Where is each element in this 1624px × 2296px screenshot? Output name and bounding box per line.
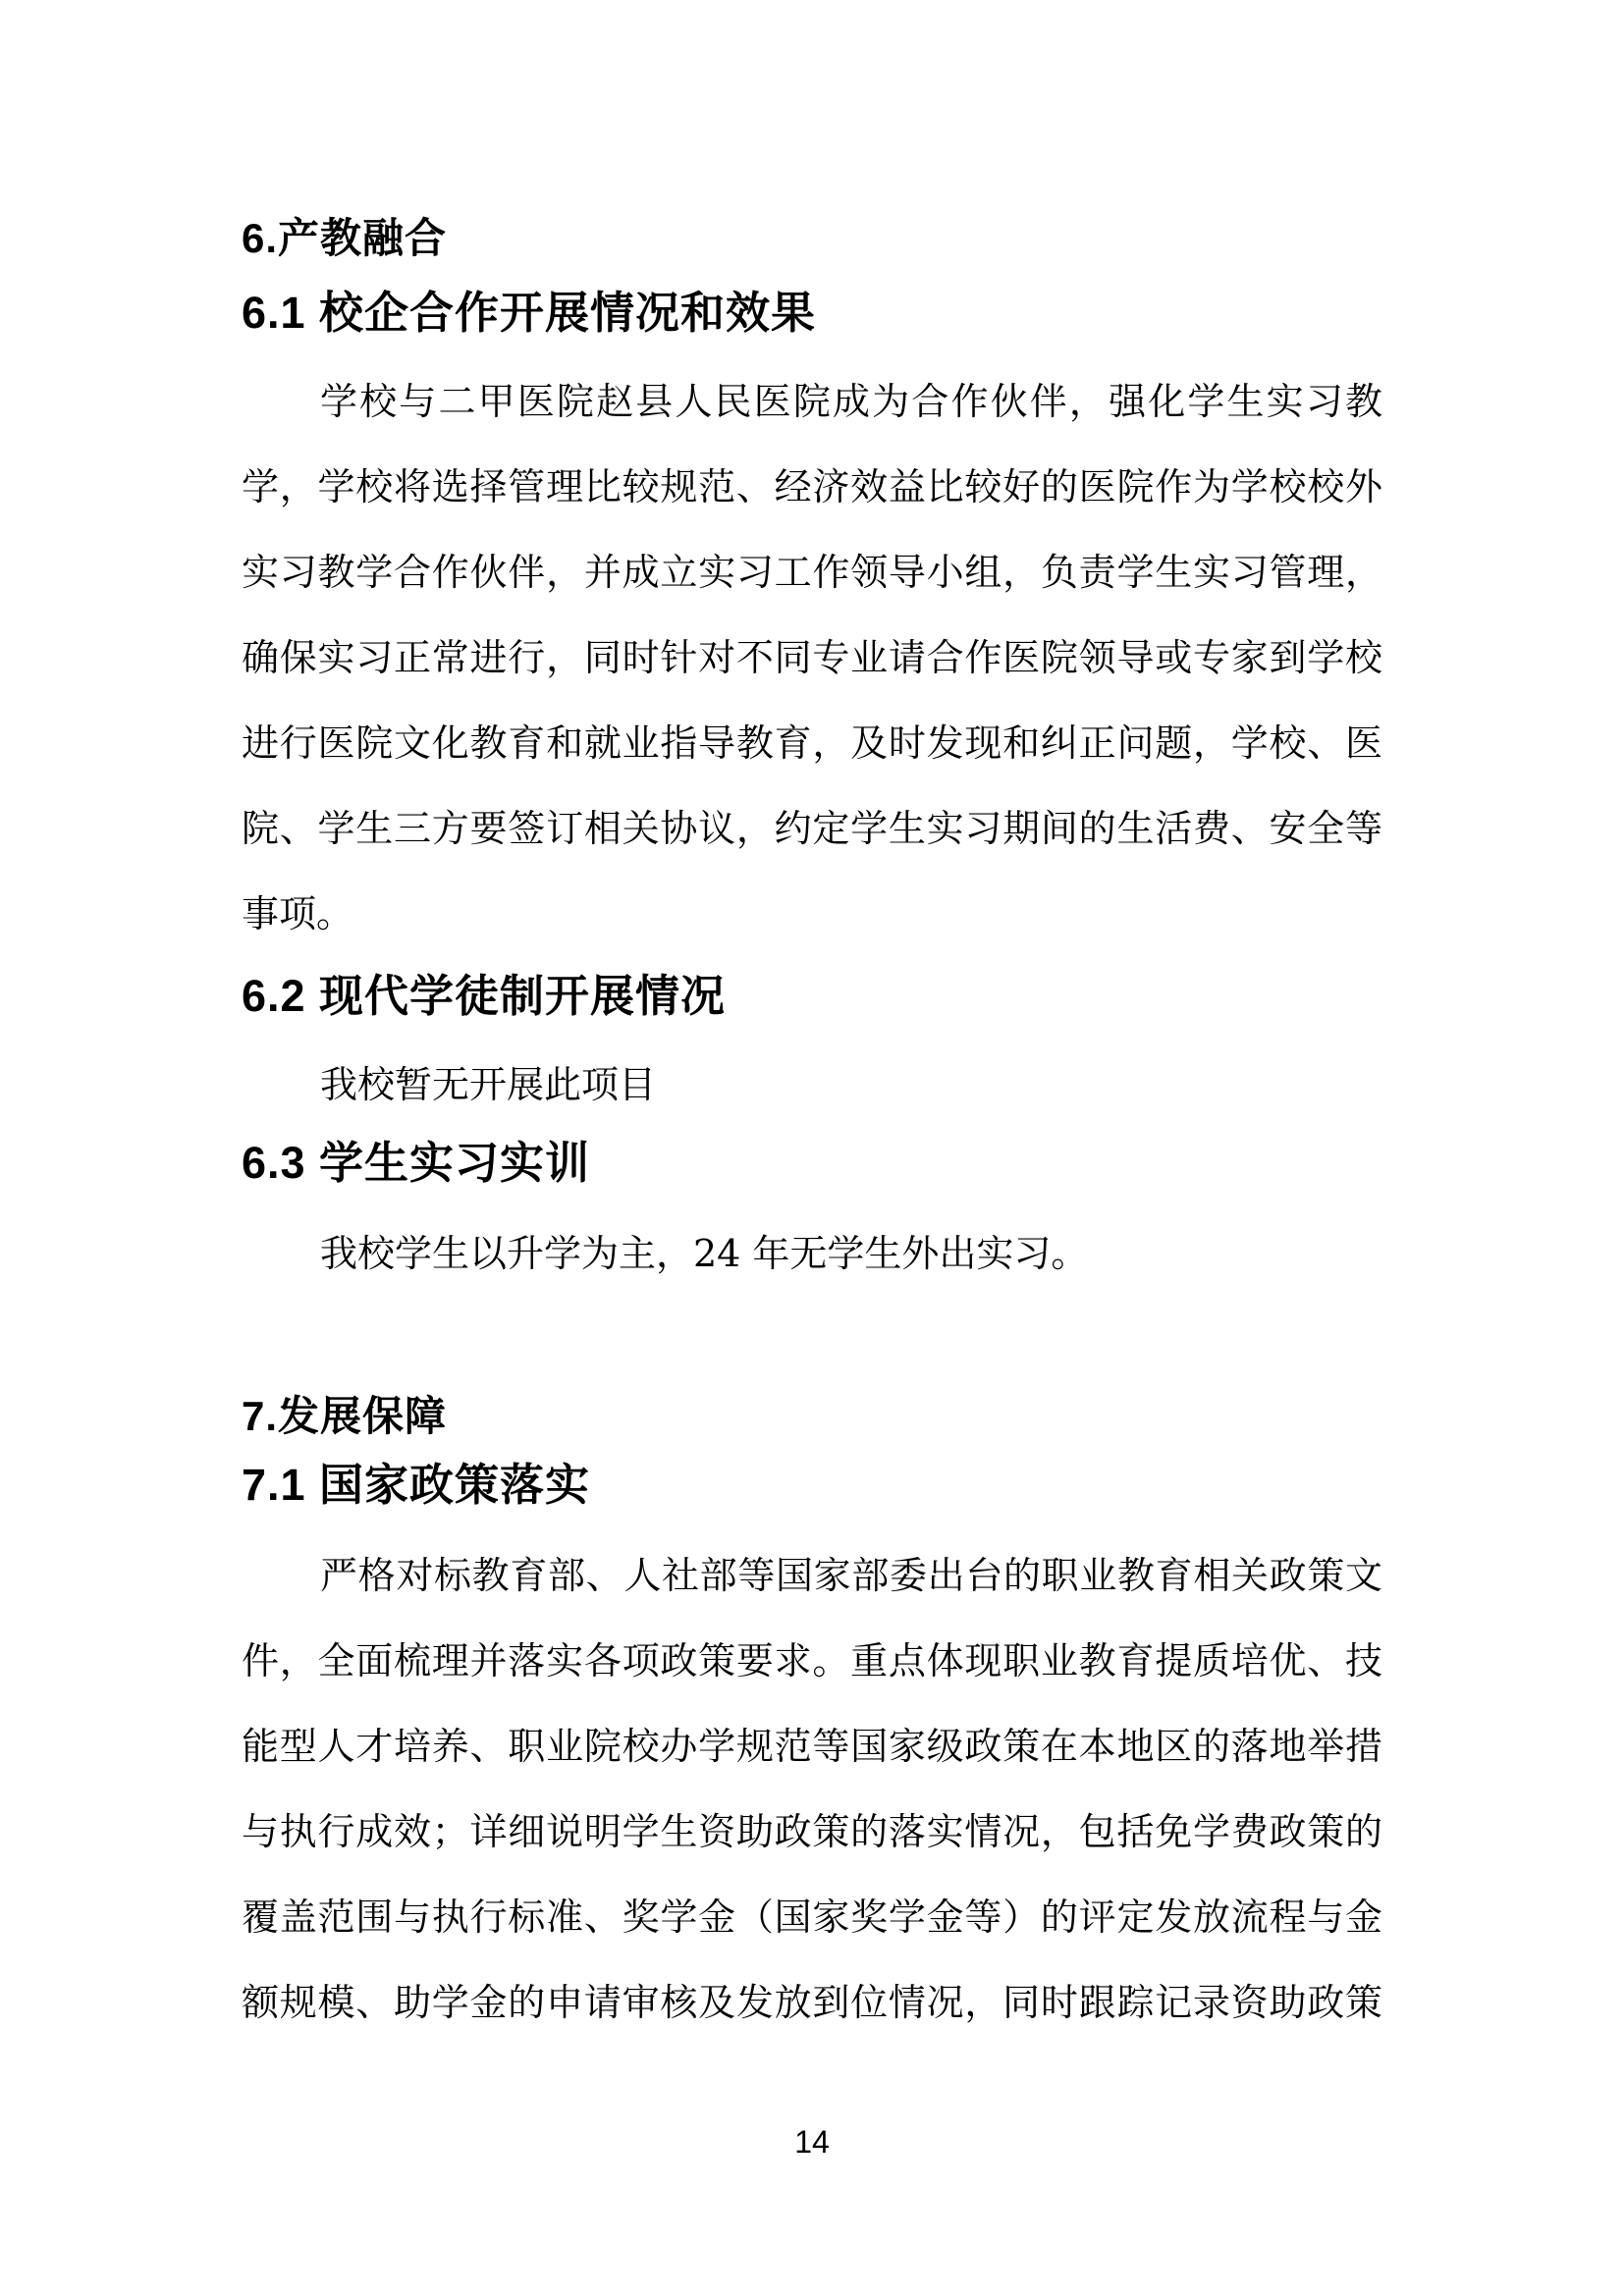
- text-line: 我校学生以升学为主，24 年无学生外出实习。: [320, 1232, 1089, 1275]
- text-line: 事项。: [242, 892, 354, 935]
- section-heading-6: 6.产教融合: [242, 215, 448, 261]
- text-line: 我校暂无开展此项目: [320, 1063, 657, 1106]
- text-line: 确保实习正常进行，同时针对不同专业请合作医院领导或专家到学校: [242, 636, 1382, 679]
- text-line: 与执行成效；详细说明学生资助政策的落实情况，包括免学费政策的: [242, 1810, 1382, 1853]
- paragraph-6-3: [242, 1211, 1382, 1297]
- subsection-heading-6-2: 6.2 现代学徒制开展情况: [242, 971, 727, 1021]
- text-line: 覆盖范围与执行标准、奖学金（国家奖学金等）的评定发放流程与金: [242, 1896, 1382, 1939]
- paragraph-6-2: [242, 1042, 1382, 1128]
- subsection-heading-6-1: 6.1 校企合作开展情况和效果: [242, 288, 817, 338]
- text-line: 学校与二甲医院赵县人民医院成为合作伙伴，强化学生实习教: [320, 380, 1382, 423]
- paragraph-7-1: [242, 1533, 1382, 2046]
- text-line: 学，学校将选择管理比较规范、经济效益比较好的医院作为学校校外: [242, 465, 1382, 508]
- page-number: 14: [794, 2124, 830, 2160]
- text-line: 院、学生三方要签订相关协议，约定学生实习期间的生活费、安全等: [242, 807, 1382, 850]
- text-line: 件，全面梳理并落实各项政策要求。重点体现职业教育提质培优、技: [242, 1639, 1382, 1682]
- paragraph-6-1: [242, 359, 1382, 957]
- text-line: 额规模、助学金的申请审核及发放到位情况，同时跟踪记录资助政策: [242, 1981, 1382, 2024]
- text-line: 能型人才培养、职业院校办学规范等国家级政策在本地区的落地举措: [242, 1725, 1382, 1768]
- subsection-heading-6-3: 6.3 学生实习实训: [242, 1138, 591, 1188]
- text-line: 进行医院文化教育和就业指导教育，及时发现和纠正问题，学校、医: [242, 721, 1382, 765]
- text-line: 实习教学合作伙伴，并成立实习工作领导小组，负责学生实习管理，: [242, 551, 1382, 594]
- text-line: 严格对标教育部、人社部等国家部委出台的职业教育相关政策文: [320, 1554, 1382, 1597]
- subsection-heading-7-1: 7.1 国家政策落实: [242, 1460, 591, 1510]
- section-heading-7: 7.发展保障: [242, 1393, 448, 1439]
